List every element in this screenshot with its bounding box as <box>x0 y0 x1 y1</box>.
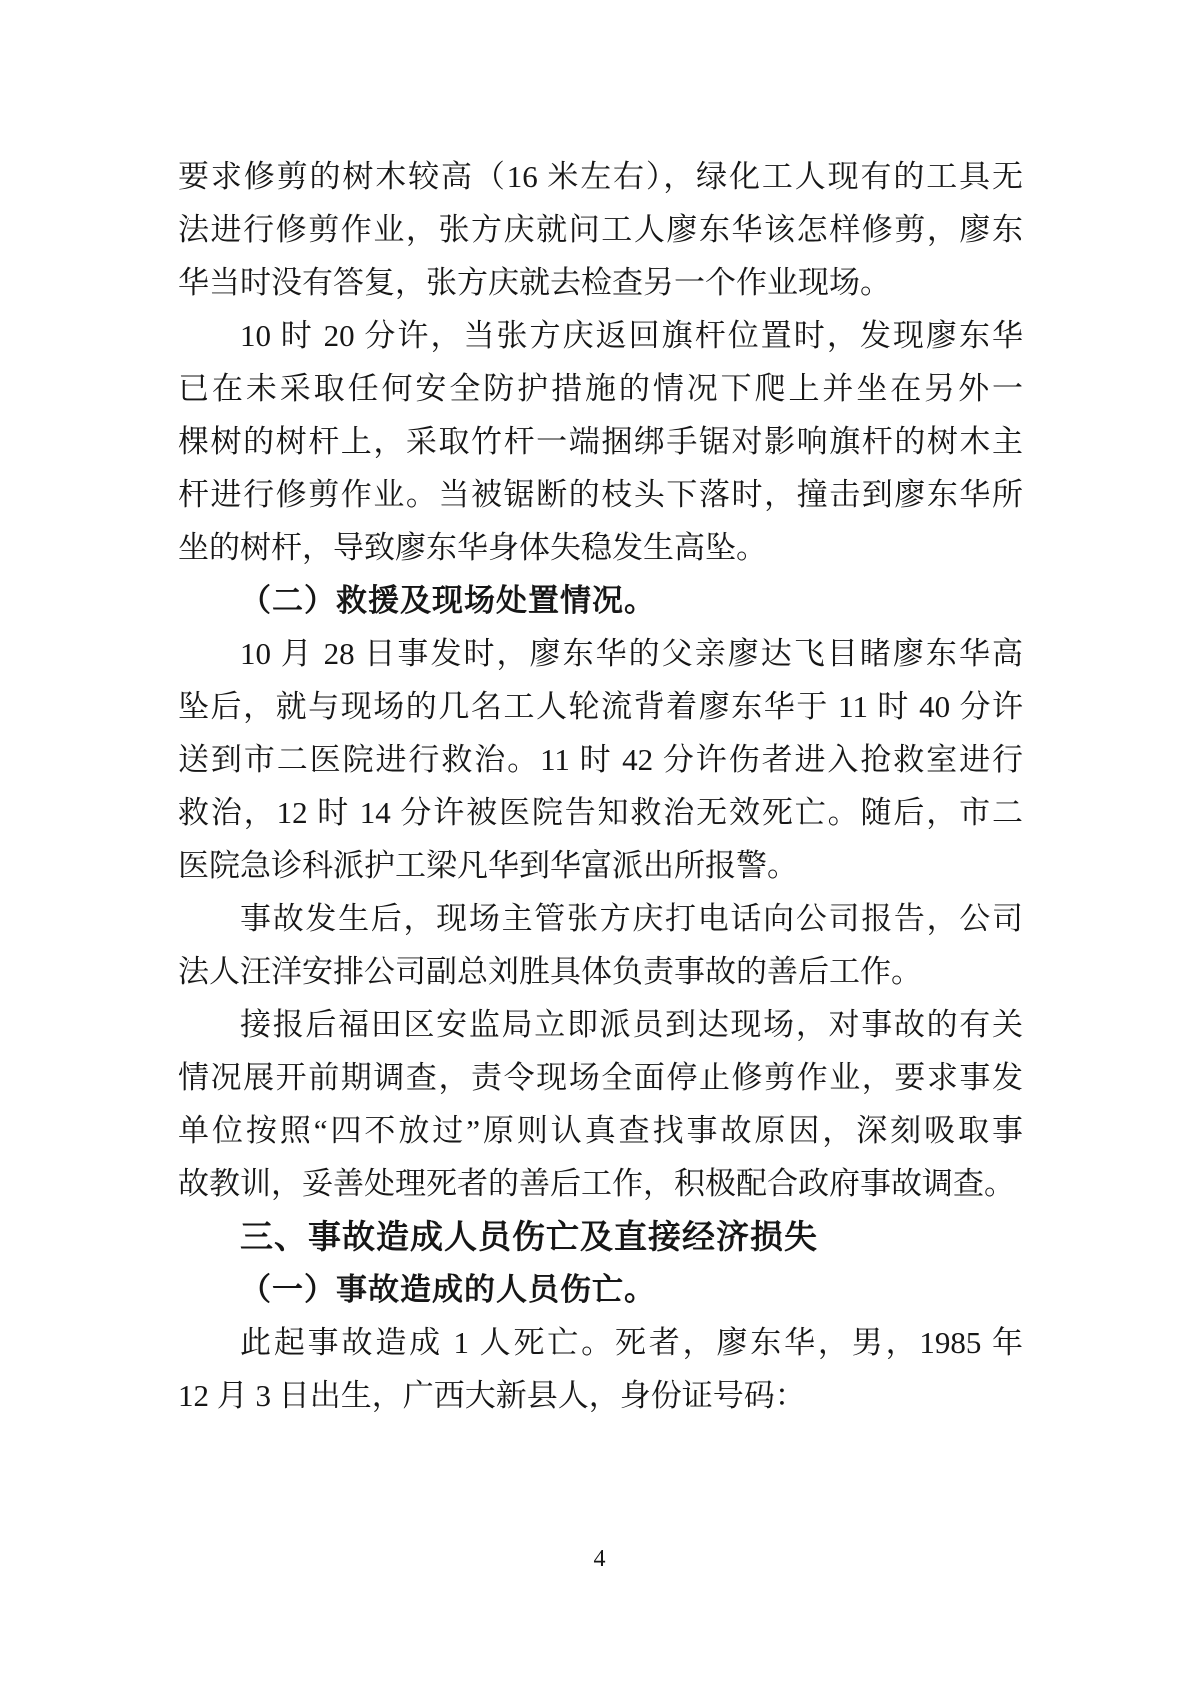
paragraph-line: 此起事故造成 1 人死亡。死者，廖东华，男，1985 年 <box>240 1325 1023 1360</box>
paragraph-line: 坐的树杆，导致廖东华身体失稳发生高坠。 <box>178 530 767 565</box>
paragraph-line: 医院急诊科派护工梁凡华到华富派出所报警。 <box>178 848 798 883</box>
paragraph-line: 故教训，妥善处理死者的善后工作，积极配合政府事故调查。 <box>178 1166 1015 1201</box>
paragraph-line: 坠后，就与现场的几名工人轮流背着廖东华于 11 时 40 分许 <box>178 689 1023 724</box>
paragraph-line: 10 时 20 分许，当张方庆返回旗杆位置时，发现廖东华 <box>240 318 1023 353</box>
paragraph-line: 单位按照“四不放过”原则认真查找事故原因，深刻吸取事 <box>178 1113 1023 1148</box>
paragraph-line: 杆进行修剪作业。当被锯断的枝头下落时，撞击到廖东华所 <box>178 477 1023 512</box>
paragraph-line: 法进行修剪作业，张方庆就问工人廖东华该怎样修剪，廖东 <box>178 212 1023 247</box>
paragraph-line: 棵树的树杆上，采取竹杆一端捆绑手锯对影响旗杆的树木主 <box>178 424 1023 459</box>
paragraph-line: 12 月 3 日出生，广西大新县人，身份证号码： <box>178 1378 806 1413</box>
heading-casualties-subsection: （一）事故造成的人员伤亡。 <box>240 1272 656 1307</box>
paragraph-line: 华当时没有答复，张方庆就去检查另一个作业现场。 <box>178 265 891 300</box>
paragraph-line: 接报后福田区安监局立即派员到达现场，对事故的有关 <box>240 1007 1023 1042</box>
paragraph-line: 10 月 28 日事发时，廖东华的父亲廖达飞目睹廖东华高 <box>240 636 1023 671</box>
paragraph-line: 已在未采取任何安全防护措施的情况下爬上并坐在另外一 <box>178 371 1023 406</box>
paragraph-line: 事故发生后，现场主管张方庆打电话向公司报告，公司 <box>240 901 1023 936</box>
page-number: 4 <box>593 1546 606 1572</box>
document-body <box>178 150 1023 1422</box>
paragraph-line: 救治，12 时 14 分许被医院告知救治无效死亡。随后，市二 <box>178 795 1023 830</box>
heading-rescue-section: （二）救援及现场处置情况。 <box>240 583 656 618</box>
paragraph-line: 情况展开前期调查，责令现场全面停止修剪作业，要求事发 <box>178 1060 1023 1095</box>
paragraph-line: 法人汪洋安排公司副总刘胜具体负责事故的善后工作。 <box>178 954 922 989</box>
heading-casualties-section: 三、事故造成人员伤亡及直接经济损失 <box>240 1218 818 1255</box>
paragraph-line: 送到市二医院进行救治。11 时 42 分许伤者进入抢救室进行 <box>178 742 1023 777</box>
paragraph-line: 要求修剪的树木较高（16 米左右），绿化工人现有的工具无 <box>178 159 1023 194</box>
